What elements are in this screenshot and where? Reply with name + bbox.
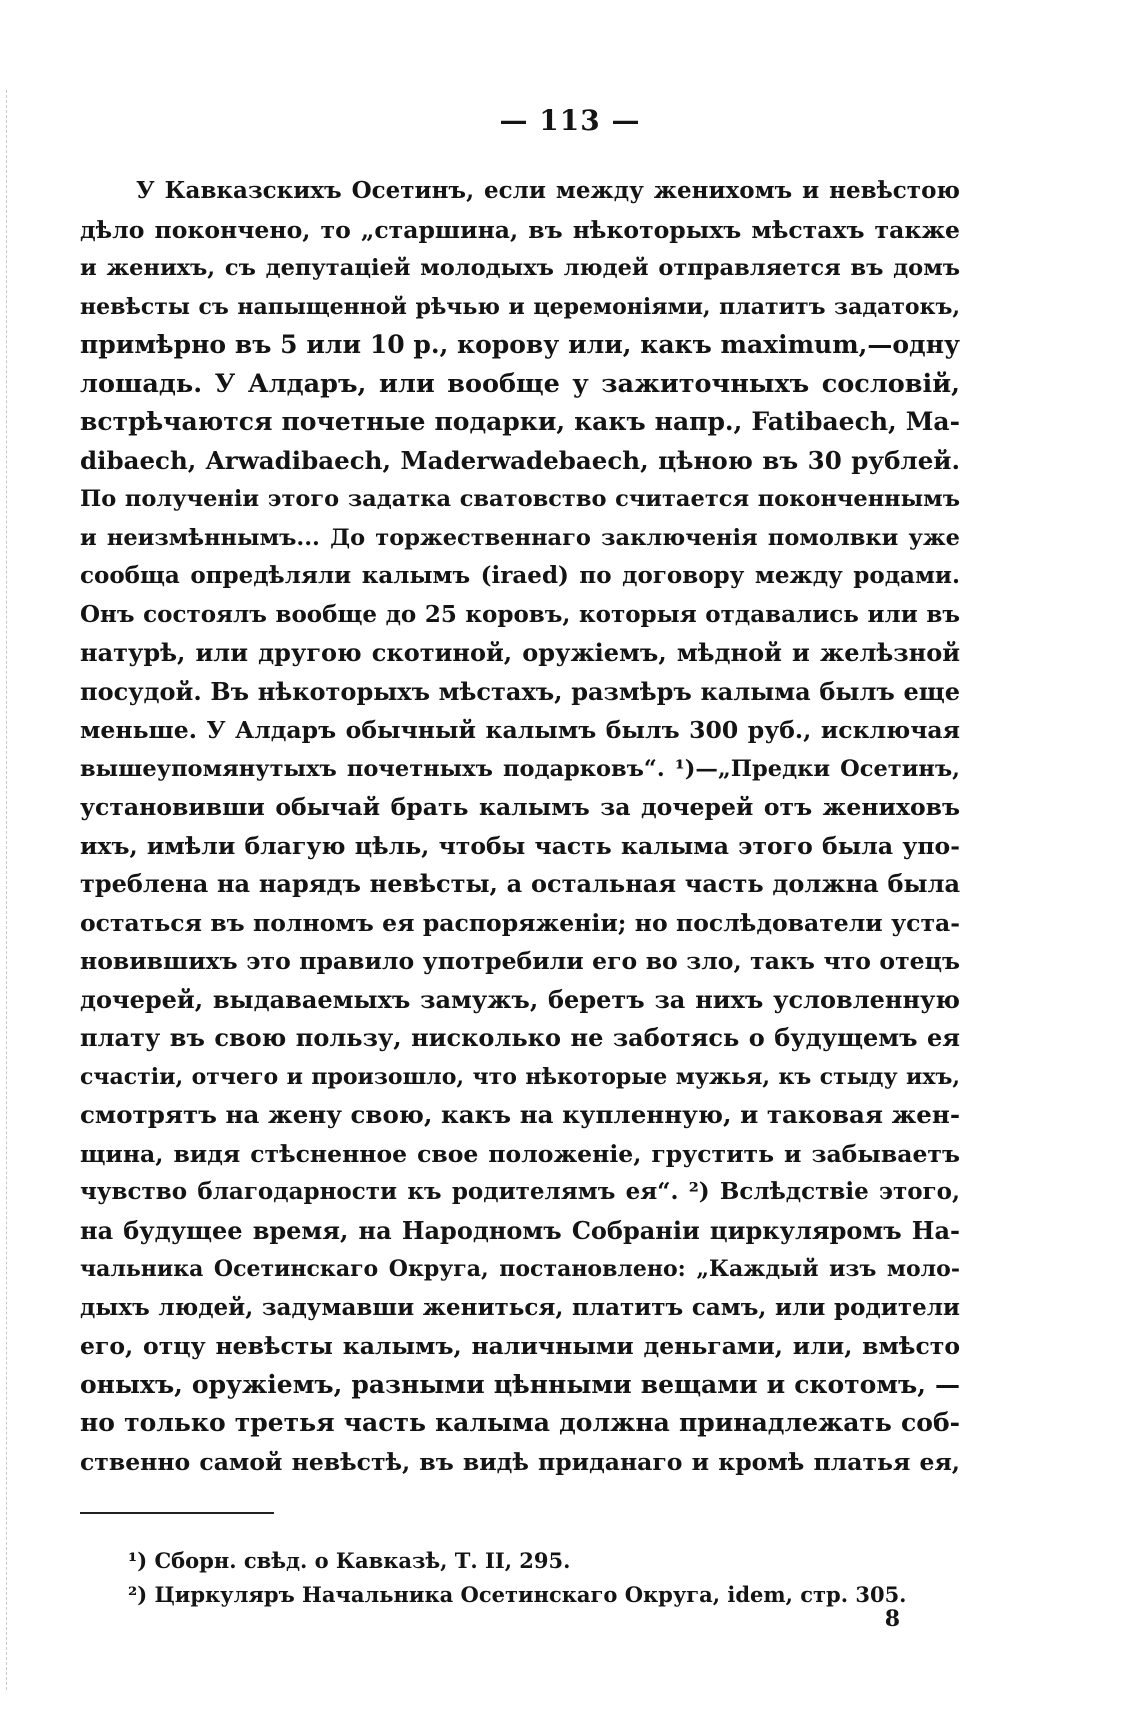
- text-line: плату въ свою пользу, нисколько не заботясь о будущемъ ея: [80, 1023, 960, 1052]
- text-line: чальника Осетинскаго Округа, постановлено: „Каждый изъ моло-: [80, 1256, 960, 1282]
- text-line: новившихъ это правило употребили его во зло, такъ что отецъ: [80, 947, 960, 975]
- text-line: его, отцу невѣсты калымъ, наличными деньгами, или, вмѣсто: [80, 1332, 960, 1360]
- body-text: [80, 172, 960, 1481]
- text-line: дѣло покончено, то „старшина, въ нѣкоторыхъ мѣстахъ также: [80, 215, 960, 244]
- text-line: натурѣ, или другою скотиной, оружіемъ, мѣдной и желѣзной: [80, 638, 960, 667]
- footnotes: [128, 1544, 948, 1612]
- text-line: меньше. У Алдаръ обычный калымъ былъ 300 руб., исключая: [80, 716, 960, 744]
- text-line: лошадь. У Алдаръ, или вообще у зажиточныхъ сословій,: [80, 368, 960, 399]
- signature-mark: 8: [884, 1606, 900, 1632]
- text-line: ственно самой невѣстѣ, въ видѣ приданаго и кромѣ платья ея,: [80, 1447, 960, 1476]
- text-line: на будущее время, на Народномъ Собраніи циркуляромъ На-: [80, 1215, 960, 1245]
- text-line: и неизмѣннымъ... До торжественнаго заключенія помолвки уже: [80, 524, 960, 551]
- footnote-divider: [80, 1512, 274, 1514]
- footnote-2: ²) Циркуляръ Начальника Осетинскаго Округа, idem, стр. 305.: [128, 1582, 907, 1607]
- text-line: посудой. Въ нѣкоторыхъ мѣстахъ, размѣръ калыма былъ еще: [80, 676, 960, 706]
- text-line: треблена на нарядъ невѣсты, а остальная часть должна была: [80, 869, 960, 898]
- text-line: У Кавказскихъ Осетинъ, если между женихомъ и невѣстою: [136, 177, 960, 204]
- text-line: но только третья часть калыма должна принадлежать соб-: [80, 1408, 960, 1437]
- text-line: dibaech, Arwadibaech, Maderwadebaech, цѣною въ 30 рублей.: [80, 445, 960, 475]
- text-line: остаться въ полномъ ея распоряженіи; но послѣдователи уста-: [80, 908, 960, 937]
- text-line: установивши обычай брать калымъ за дочерей отъ жениховъ: [80, 793, 960, 821]
- text-line: Онъ состоялъ вообще до 25 коровъ, которыя отдавались или въ: [80, 600, 960, 628]
- text-line: вышеупомянутыхъ почетныхъ подарковъ“. ¹)—„Предки Осетинъ,: [80, 755, 960, 782]
- text-line: смотрятъ на жену свою, какъ на купленную, и таковая жен-: [80, 1100, 960, 1129]
- text-line: дочерей, выдаваемыхъ замужъ, беретъ за нихъ условленную: [80, 984, 960, 1014]
- page-number: — 113 —: [499, 104, 641, 137]
- text-line: оныхъ, оружіемъ, разными цѣнными вещами и скотомъ, —: [80, 1369, 960, 1399]
- text-line: сообща опредѣляли калымъ (iraed) по договору между родами.: [80, 562, 960, 589]
- text-line: чувство благодарности къ родителямъ ея“. ²) Вслѣдствіе этого,: [80, 1178, 960, 1205]
- text-line: ихъ, имѣли благую цѣль, чтобы часть калыма этого была упо-: [80, 831, 960, 860]
- scan-edge-line: [6, 90, 7, 1690]
- text-line: и женихъ, съ депутаціей молодыхъ людей отправляется въ домъ: [80, 255, 960, 281]
- text-line: примѣрно въ 5 или 10 р., корову или, какъ maximum,—одну: [80, 330, 960, 359]
- text-line: невѣсты съ напыщенной рѣчью и церемоніями, платитъ задатокъ,: [80, 293, 960, 320]
- text-line: встрѣчаются почетные подарки, какъ напр., Fatibaech, Ma-: [80, 407, 960, 436]
- text-line: По полученіи этого задатка сватовство считается поконченнымъ: [80, 486, 960, 512]
- text-line: щина, видя стѣсненное свое положеніе, грустить и забываетъ: [80, 1139, 960, 1168]
- footnote-1: ¹) Сборн. свѣд. о Кавказѣ, Т. II, 295.: [128, 1548, 571, 1573]
- text-line: дыхъ людей, задумавши жениться, платитъ самъ, или родители: [80, 1293, 960, 1321]
- text-line: счастіи, отчего и произошло, что нѣкоторые мужья, къ стыду ихъ,: [80, 1063, 960, 1090]
